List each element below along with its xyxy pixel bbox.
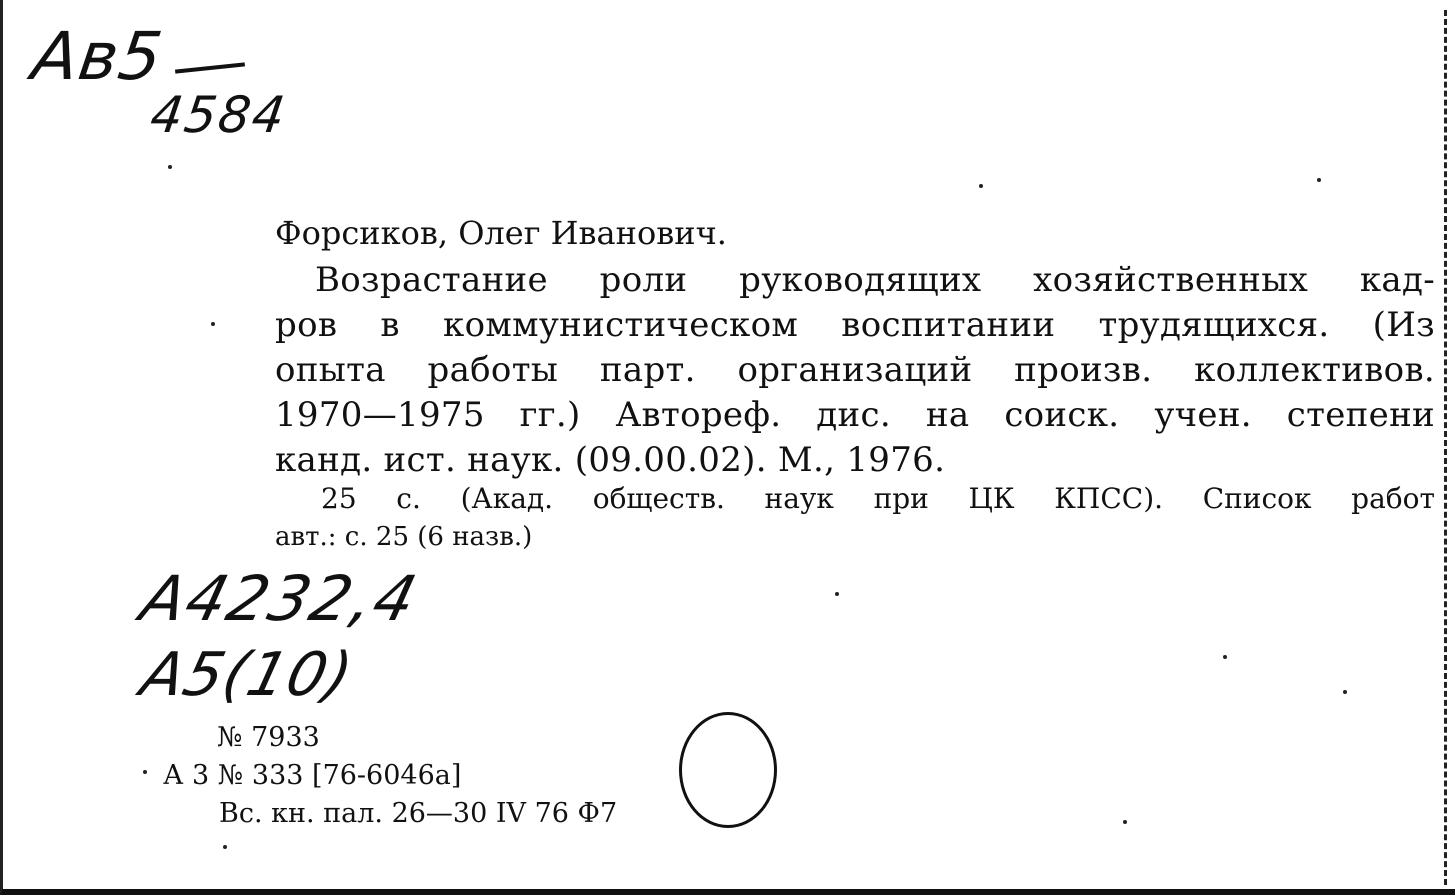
speck: [1343, 690, 1347, 694]
footer-number: № 7933: [217, 722, 320, 753]
footer-registry: А 3 № 333 [76-6046а]: [163, 760, 462, 791]
handwritten-dash: [175, 62, 245, 73]
speck: [1123, 820, 1127, 824]
entry-details-line: авт.: с. 25 (6 назв.): [275, 522, 533, 552]
speck: [1223, 655, 1227, 659]
entry-title-line: ров в коммунистическом воспитании трудящихся. (Из: [275, 305, 1435, 345]
speck: [979, 184, 983, 188]
speck: [223, 845, 227, 849]
handwritten-classification-index: А5(10): [134, 640, 361, 710]
handwritten-shelfmark-number: 4584: [146, 86, 291, 144]
speck: [143, 770, 147, 774]
entry-title-line: опыта работы парт. организаций произв. коллективов.: [275, 350, 1435, 390]
entry-title-line: 1970—1975 гг.) Автореф. дис. на соиск. учен. степени: [275, 395, 1435, 435]
speck: [168, 165, 172, 169]
footer-book-chamber: Вс. кн. пал. 26—30 IV 76 Ф7: [219, 798, 618, 829]
card-edge-perforation: [1441, 10, 1447, 885]
speck: [835, 592, 839, 596]
entry-title-line: Возрастание роли руководящих хозяйственных кад-: [315, 260, 1435, 300]
punched-hole: [679, 712, 777, 828]
entry-author: Форсиков, Олег Иванович.: [275, 214, 727, 252]
handwritten-shelfmark-top: Ав5: [27, 18, 168, 95]
entry-details-line: 25 с. (Акад. обществ. наук при ЦК КПСС). Список работ: [321, 482, 1435, 515]
handwritten-classification: А4232,4: [133, 562, 426, 635]
entry-title-line: канд. ист. наук. (09.00.02). М., 1976.: [275, 440, 946, 480]
speck: [1317, 178, 1321, 182]
speck: [211, 322, 215, 326]
